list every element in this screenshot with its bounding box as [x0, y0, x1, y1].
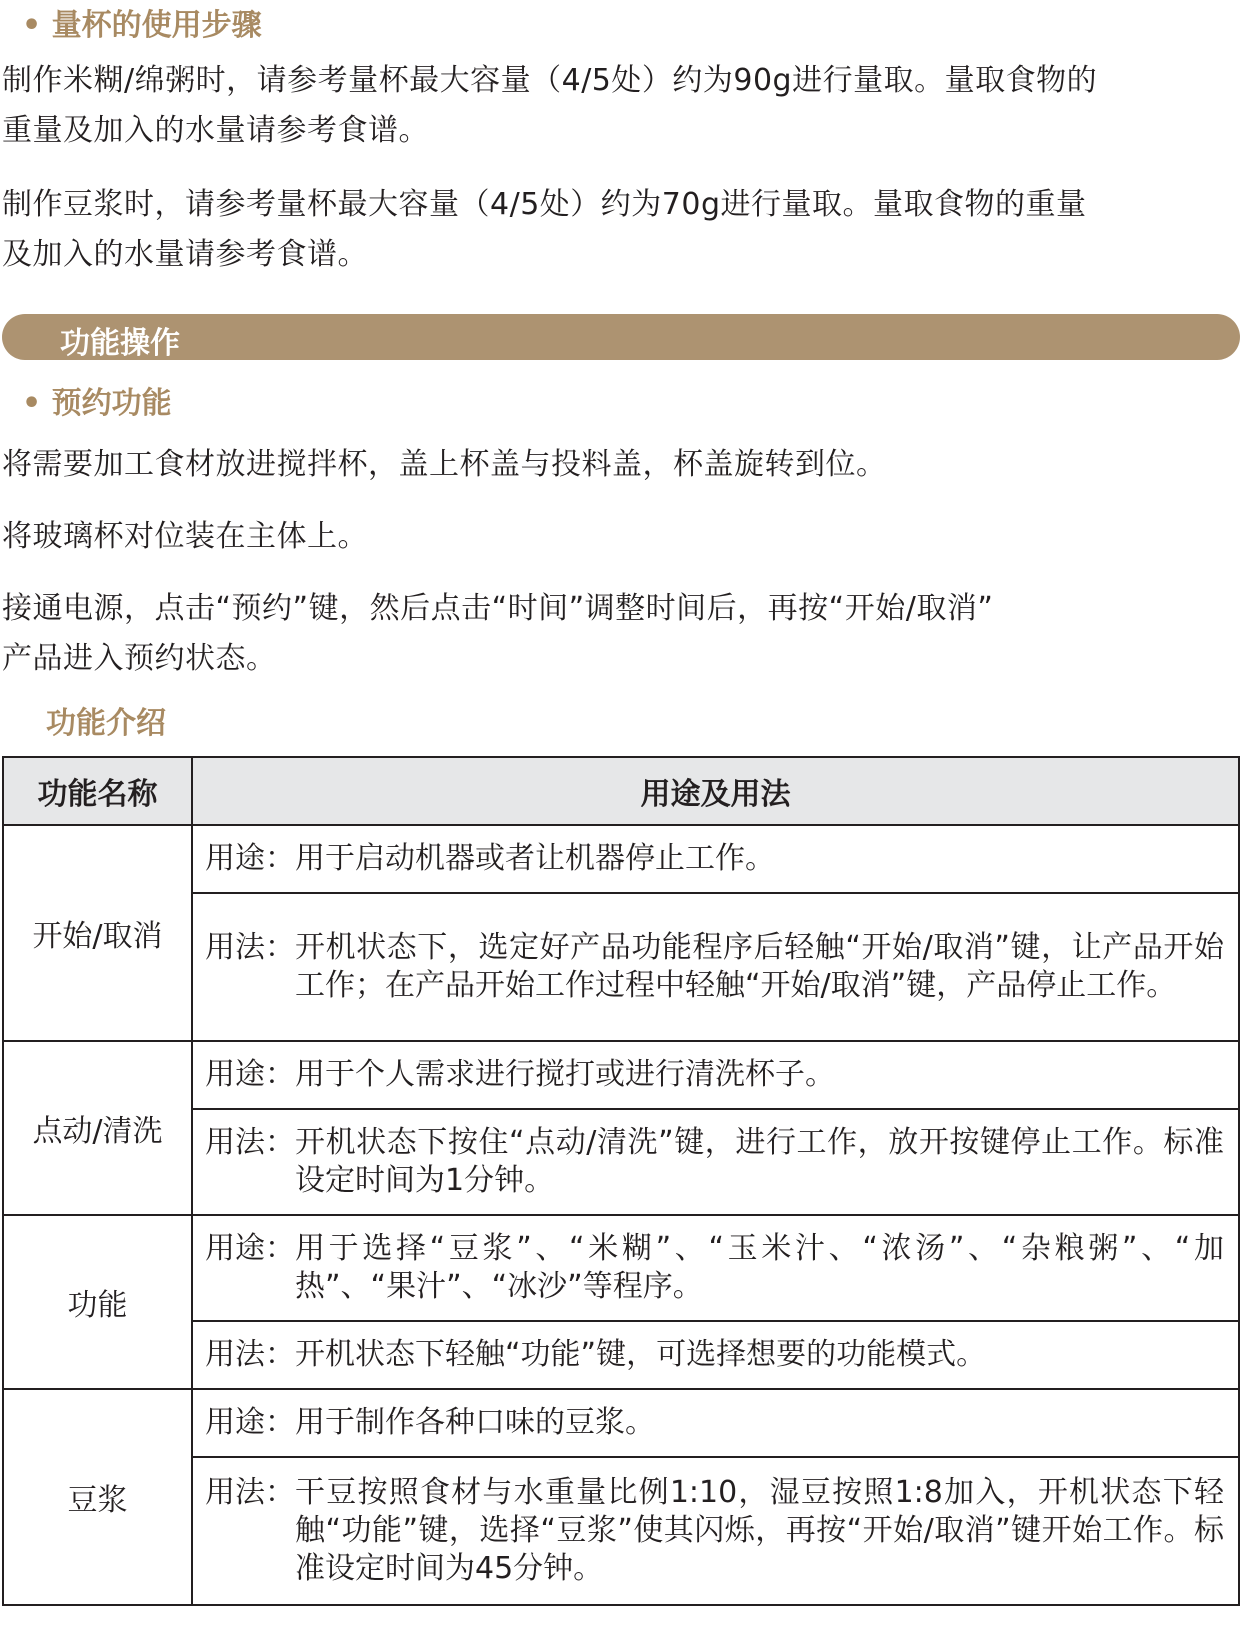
function-name-cell: 豆浆 [3, 1389, 192, 1605]
usage-text: 开机状态下按住“点动/清洗”键，进行工作，放开按键停止工作。标准设定时间为1分钟。 [295, 1125, 1224, 1198]
purpose-label: 用途： [205, 1057, 295, 1092]
usage-text: 开机状态下，选定好产品功能程序后轻触“开始/取消”键，让产品开始工作；在产品开始工作过程中轻触“开始/取消”键，产品停止工作。 [295, 930, 1224, 1003]
purpose-text: 用于个人需求进行搅打或进行清洗杯子。 [295, 1057, 835, 1092]
purpose-text: 用于制作各种口味的豆浆。 [295, 1405, 655, 1440]
usage-text: 开机状态下轻触“功能”键，可选择想要的功能模式。 [295, 1337, 987, 1372]
purpose-cell [192, 1389, 1239, 1457]
paragraph-line: 制作豆浆时，请参考量杯最大容量（4/5处）约为70g进行量取。量取食物的重量 [2, 187, 1087, 222]
function-name-cell: 开始/取消 [3, 825, 192, 1041]
reservation-paragraph-1 [2, 440, 887, 490]
usage-cell [192, 1321, 1239, 1389]
function-name-cell: 点动/清洗 [3, 1041, 192, 1215]
purpose-cell [192, 1215, 1239, 1321]
reservation-section-title: • 预约功能 [22, 386, 172, 421]
purpose-label: 用途： [205, 1231, 295, 1266]
table-row [3, 1389, 1239, 1457]
function-operation-banner [2, 314, 1240, 360]
usage-label: 用法： [205, 1337, 295, 1372]
usage-cell [192, 1457, 1239, 1605]
table-row [3, 1215, 1239, 1321]
purpose-label: 用途： [205, 1405, 295, 1440]
reservation-paragraph-3 [2, 584, 993, 684]
usage-text: 干豆按照食材与水重量比例1:10，湿豆按照1:8加入，开机状态下轻触“功能”键，选择“豆浆”使其闪烁，再按“开始/取消”键开始工作。标准设定时间为45分钟。 [295, 1475, 1224, 1586]
table-header-name: 功能名称 [3, 757, 192, 825]
paragraph-line: 重量及加入的水量请参考食谱。 [2, 113, 429, 148]
paragraph-line: 将需要加工食材放进搅拌杯，盖上杯盖与投料盖，杯盖旋转到位。 [2, 447, 887, 482]
purpose-text: 用于启动机器或者让机器停止工作。 [295, 841, 775, 876]
paragraph-line: 产品进入预约状态。 [2, 641, 277, 676]
measuring-paragraph-soymilk [2, 180, 1087, 280]
usage-label: 用法： [205, 1125, 295, 1160]
paragraph-line: 将玻璃杯对位装在主体上。 [2, 519, 368, 554]
function-intro-title: 功能介绍 [46, 706, 166, 741]
function-table [2, 756, 1240, 1606]
banner-title: 功能操作 [60, 326, 180, 361]
table-header-usage: 用途及用法 [192, 757, 1239, 825]
purpose-label: 用途： [205, 841, 295, 876]
purpose-cell [192, 825, 1239, 893]
usage-cell [192, 1109, 1239, 1215]
function-name-cell: 功能 [3, 1215, 192, 1389]
usage-label: 用法： [205, 930, 295, 965]
table-row [3, 1041, 1239, 1109]
table-header-row [3, 757, 1239, 825]
paragraph-line: 接通电源，点击“预约”键，然后点击“时间”调整时间后，再按“开始/取消” [2, 591, 994, 626]
measuring-cup-section-title: • 量杯的使用步骤 [22, 8, 262, 43]
paragraph-line: 制作米糊/绵粥时，请参考量杯最大容量（4/5处）约为90g进行量取。量取食物的 [2, 63, 1098, 98]
reservation-paragraph-2 [2, 512, 368, 562]
purpose-text: 用于选择“豆浆”、“米糊”、“玉米汁、“浓汤”、“杂粮粥”、“加热”、“果汁”、“冰沙”等程序。 [295, 1231, 1224, 1304]
table-row [3, 825, 1239, 893]
measuring-paragraph-rice [2, 56, 1097, 156]
purpose-cell [192, 1041, 1239, 1109]
usage-cell [192, 893, 1239, 1041]
paragraph-line: 及加入的水量请参考食谱。 [2, 237, 368, 272]
usage-label: 用法： [205, 1475, 295, 1510]
